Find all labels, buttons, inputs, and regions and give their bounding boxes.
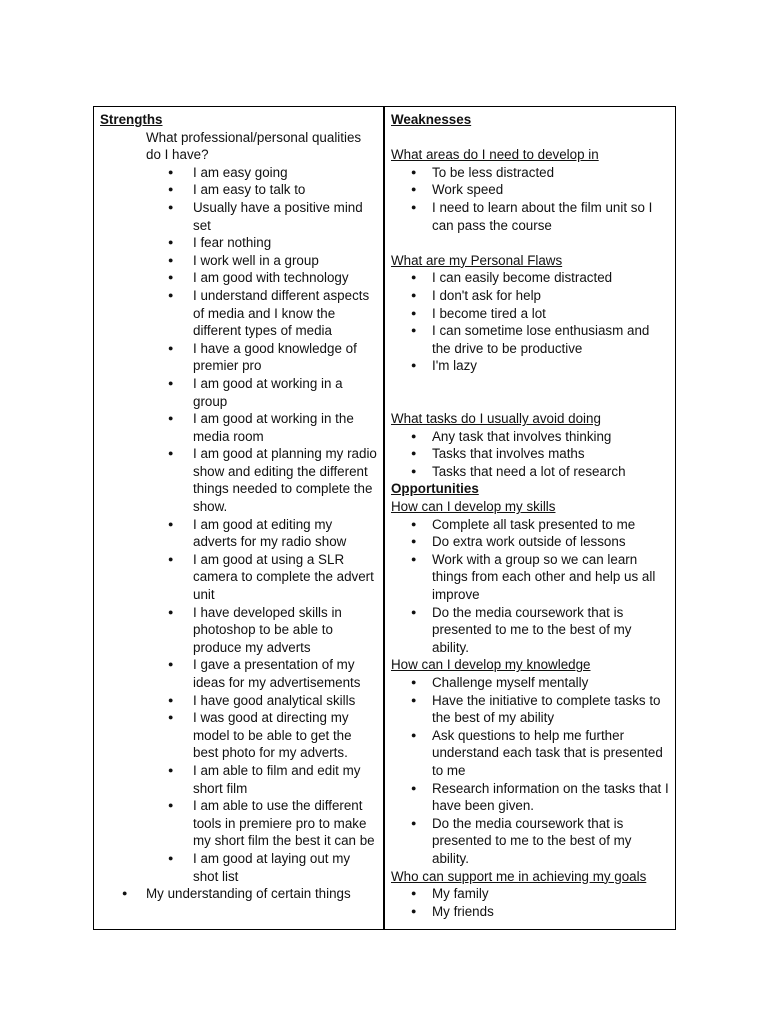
list-item: ● Tasks that need a lot of research [391,463,669,481]
list-item: ● I become tired a lot [391,305,669,323]
skills-heading: How can I develop my skills [391,499,556,515]
list-item: ● I'm lazy [391,357,669,375]
list-item: ● I am good with technology [100,269,377,287]
strengths-outer-list [100,885,377,903]
strengths-column [94,107,385,929]
list-item: ● I am good at editing my adverts for my radio show [100,516,377,551]
list-item: ● My family [391,885,669,903]
avoid-heading: What tasks do I usually avoid doing [391,411,601,427]
list-item: ● I am good at planning my radio show and editing the different things needed to complete the show. [100,445,377,515]
list-item: ● I can easily become distracted [391,269,669,287]
list-item: ● I understand different aspects of media and I know the different types of media [100,287,377,340]
list-item: ● To be less distracted [391,164,669,182]
flaws-list [391,269,669,375]
list-item: ● I have developed skills in photoshop to be able to produce my adverts [100,604,377,657]
list-item: ● Complete all task presented to me [391,516,669,534]
list-item: ● I have a good knowledge of premier pro [100,340,377,375]
list-item: ● I am easy to talk to [100,181,377,199]
swot-table [93,106,676,930]
weaknesses-title: Weaknesses [391,112,472,127]
list-item: ● Have the initiative to complete tasks to the best of my ability [391,692,669,727]
strengths-title: Strengths [100,112,163,127]
list-item: ● Do the media coursework that is presented to me to the best of my ability. [391,604,669,657]
list-item: ● I gave a presentation of my ideas for my advertisements [100,656,377,691]
list-item: ● I need to learn about the film unit so I can pass the course [391,199,669,234]
list-item: ● My friends [391,903,669,921]
list-item: ● I am easy going [100,164,377,182]
spacer [391,393,669,411]
strengths-question: What professional/personal qualities do I have? [146,129,362,163]
list-item: ● My understanding of certain things [100,885,377,903]
list-item: ● I fear nothing [100,234,377,252]
support-list [391,885,669,920]
list-item: ● I was good at directing my model to be able to get the best photo for my adverts. [100,709,377,762]
knowledge-heading: How can I develop my knowledge [391,657,591,673]
list-item: ● Challenge myself mentally [391,674,669,692]
opportunities-title: Opportunities [391,481,479,497]
spacer [391,234,669,252]
flaws-heading: What are my Personal Flaws [391,252,563,268]
list-item: ● Ask questions to help me further understand each task that is presented to me [391,727,669,780]
list-item: ● I have good analytical skills [100,692,377,710]
list-item: ● Do the media coursework that is presented to me to the best of my ability. [391,815,669,868]
knowledge-list [391,674,669,868]
list-item: ● I work well in a group [100,252,377,270]
skills-list [391,516,669,657]
develop-heading: What areas do I need to develop in [391,147,599,163]
list-item: ● Research information on the tasks that I have been given. [391,780,669,815]
list-item: ● I am good at working in the media room [100,410,377,445]
list-item: ● Do extra work outside of lessons [391,533,669,551]
list-item: ● Usually have a positive mind set [100,199,377,234]
weaknesses-opportunities-column [385,107,675,929]
list-item: ● Work with a group so we can learn things from each other and help us all improve [391,551,669,604]
develop-list [391,164,669,234]
list-item: ● I don't ask for help [391,287,669,305]
list-item: ● I am good at laying out my shot list [100,850,377,885]
list-item: ● Work speed [391,181,669,199]
list-item: ● I am able to use the different tools in premiere pro to make my short film the best it can be [100,797,377,850]
list-item: ● Any task that involves thinking [391,428,669,446]
spacer [391,375,669,393]
list-item: ● I am able to film and edit my short film [100,762,377,797]
list-item: ● Tasks that involves maths [391,445,669,463]
support-heading: Who can support me in achieving my goals [391,868,647,884]
list-item: ● I am good at working in a group [100,375,377,410]
list-item: ● I can sometime lose enthusiasm and the drive to be productive [391,322,669,357]
list-item: ● I am good at using a SLR camera to complete the advert unit [100,551,377,604]
spacer [391,129,669,147]
avoid-list [391,428,669,481]
strengths-list [100,164,377,885]
